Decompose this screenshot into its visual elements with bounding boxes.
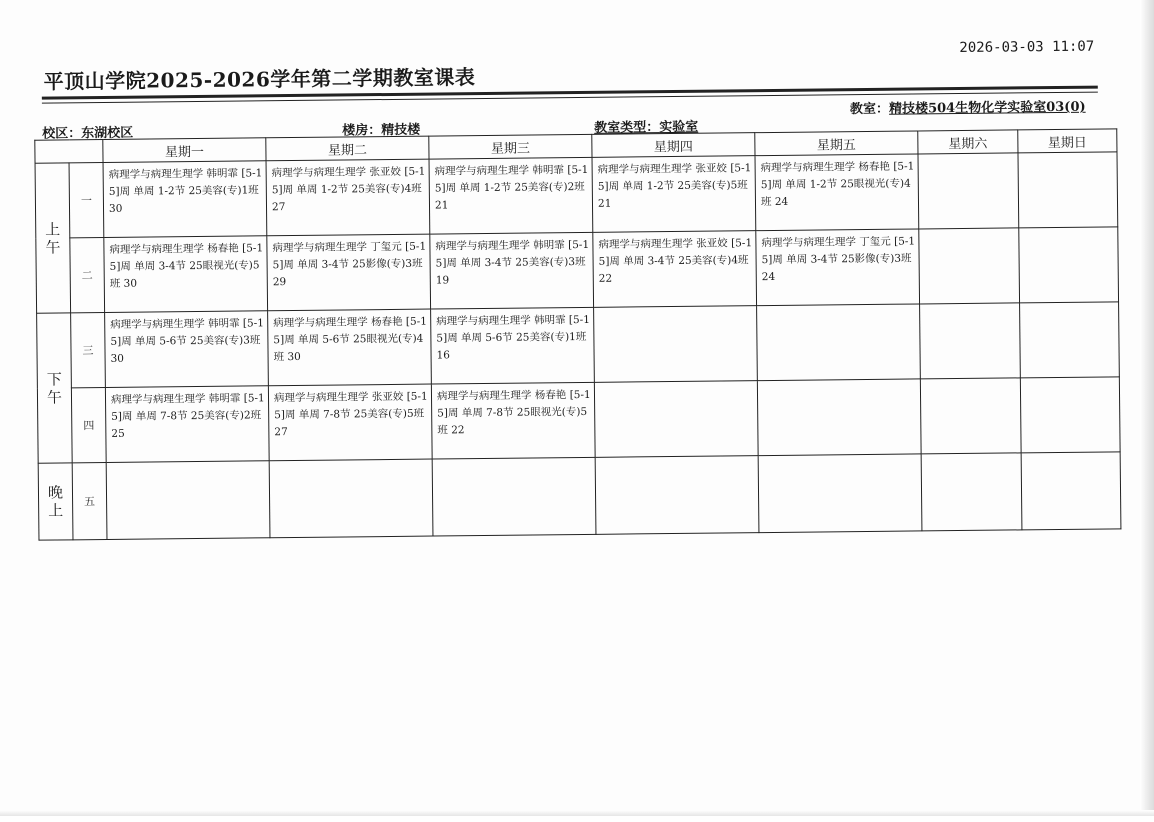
slot-fri-p4 [757, 379, 921, 456]
header-thursday: 星期四 [592, 133, 755, 158]
slot-mon-p1: 病理学与病理生理学 韩明霏 [5-15]周 单周 1-2节 25美容(专)1班 30 [103, 161, 267, 238]
period-row-3 [37, 302, 1120, 388]
slot-sat-p1 [918, 153, 1019, 229]
slot-sat-p2 [919, 228, 1020, 304]
slot-thu-p1: 病理学与病理生理学 张亚姣 [5-15]周 单周 1-2节 25美容(专)5班 21 [592, 156, 756, 233]
period-label-3: 三 [71, 312, 106, 387]
slot-sun-p3 [1020, 302, 1120, 378]
header-saturday: 星期六 [918, 130, 1018, 154]
room-value: 精技楼504生物化学实验室03(0) [888, 99, 1086, 117]
period-label-5: 五 [72, 462, 107, 539]
header-wednesday: 星期三 [429, 134, 592, 159]
slot-fri-p1: 病理学与病理生理学 杨春艳 [5-15]周 单周 1-2节 25眼视光(专)4班 24 [755, 154, 919, 231]
slot-thu-p5 [595, 456, 759, 535]
evening-label: 晚上 [47, 483, 64, 520]
room-type-label: 教室类型： [594, 120, 660, 136]
slot-sun-p5 [1021, 452, 1121, 530]
slot-thu-p2: 病理学与病理生理学 张亚姣 [5-15]周 单周 3-4节 25美容(专)4班 22 [593, 231, 757, 308]
slot-sun-p1 [1018, 152, 1118, 228]
period-label-1: 一 [69, 162, 104, 237]
slot-wed-p1: 病理学与病理生理学 韩明霏 [5-15]周 单周 1-2节 25美容(专)2班 21 [429, 157, 593, 234]
slot-sun-p4 [1020, 377, 1120, 453]
slot-thu-p4 [594, 381, 758, 458]
header-friday: 星期五 [755, 131, 918, 156]
room-info [850, 96, 1086, 117]
campus-value: 东湖校区 [81, 125, 134, 142]
period-label-4: 四 [71, 387, 106, 462]
slot-tue-p4: 病理学与病理生理学 张亚姣 [5-15]周 单周 7-8节 25美容(专)5班 27 [268, 384, 432, 461]
period-row-1 [35, 152, 1118, 238]
half-label-morning [35, 163, 71, 313]
period-row-2 [36, 227, 1119, 313]
slot-mon-p4: 病理学与病理生理学 韩明霏 [5-15]周 单周 7-8节 25美容(专)2班 25 [105, 386, 269, 463]
corner-cell [35, 139, 103, 163]
slot-fri-p3 [757, 304, 921, 381]
slot-tue-p2: 病理学与病理生理学 丁玺元 [5-15]周 单周 3-4节 25影像(专)3班 29 [267, 234, 431, 311]
slot-wed-p2: 病理学与病理生理学 韩明霏 [5-15]周 单周 3-4节 25美容(专)3班 19 [430, 232, 594, 309]
slot-fri-p5 [758, 454, 922, 533]
scan-edge-right [1140, 0, 1154, 816]
period-label-2: 二 [70, 237, 105, 312]
slot-mon-p2: 病理学与病理生理学 杨春艳 [5-15]周 单周 3-4节 25眼视光(专)5班 30 [104, 236, 268, 313]
half-label-afternoon [37, 313, 73, 463]
building-label: 楼房： [342, 123, 382, 139]
afternoon-label: 下午 [46, 369, 63, 407]
slot-fri-p2: 病理学与病理生理学 丁玺元 [5-15]周 单周 3-4节 25影像(专)3班 24 [756, 229, 920, 306]
header-sunday: 星期日 [1018, 129, 1117, 153]
morning-label: 上午 [45, 219, 61, 257]
slot-thu-p3 [594, 306, 758, 383]
slot-tue-p1: 病理学与病理生理学 张亚姣 [5-15]周 单周 1-2节 25美容(专)4班 27 [266, 159, 430, 236]
room-label: 教室： [849, 101, 890, 118]
slot-wed-p5 [432, 457, 596, 536]
header-monday: 星期一 [103, 138, 266, 163]
slot-sun-p2 [1019, 227, 1119, 303]
header-tuesday: 星期二 [266, 136, 429, 161]
slot-sat-p3 [920, 303, 1021, 379]
slot-sat-p5 [921, 453, 1022, 531]
slot-wed-p3: 病理学与病理生理学 韩明霏 [5-15]周 单周 5-6节 25美容(专)1班 16 [431, 307, 595, 384]
slot-wed-p4: 病理学与病理生理学 杨春艳 [5-15]周 单周 7-8节 25眼视光(专)5班 22 [431, 382, 595, 459]
period-row-5 [38, 452, 1121, 540]
scan-edge-bottom [0, 810, 1154, 816]
print-timestamp: 2026-03-03 11:07 [959, 38, 1095, 57]
half-label-evening [38, 463, 73, 540]
period-row-4 [37, 377, 1120, 463]
room-type-value: 实验室 [659, 119, 699, 136]
page-title: 平顶山学院2025-2026学年第二学期教室课表 [43, 65, 476, 94]
slot-tue-p5 [269, 459, 433, 538]
slot-sat-p4 [920, 378, 1021, 454]
slot-tue-p3: 病理学与病理生理学 杨春艳 [5-15]周 单周 5-6节 25眼视光(专)4班 30 [268, 309, 432, 386]
building-value: 精技楼 [381, 122, 421, 139]
slot-mon-p3: 病理学与病理生理学 韩明霏 [5-15]周 单周 5-6节 25美容(专)3班 30 [105, 311, 269, 388]
campus-label: 校区： [42, 126, 82, 142]
slot-mon-p5 [106, 461, 270, 540]
